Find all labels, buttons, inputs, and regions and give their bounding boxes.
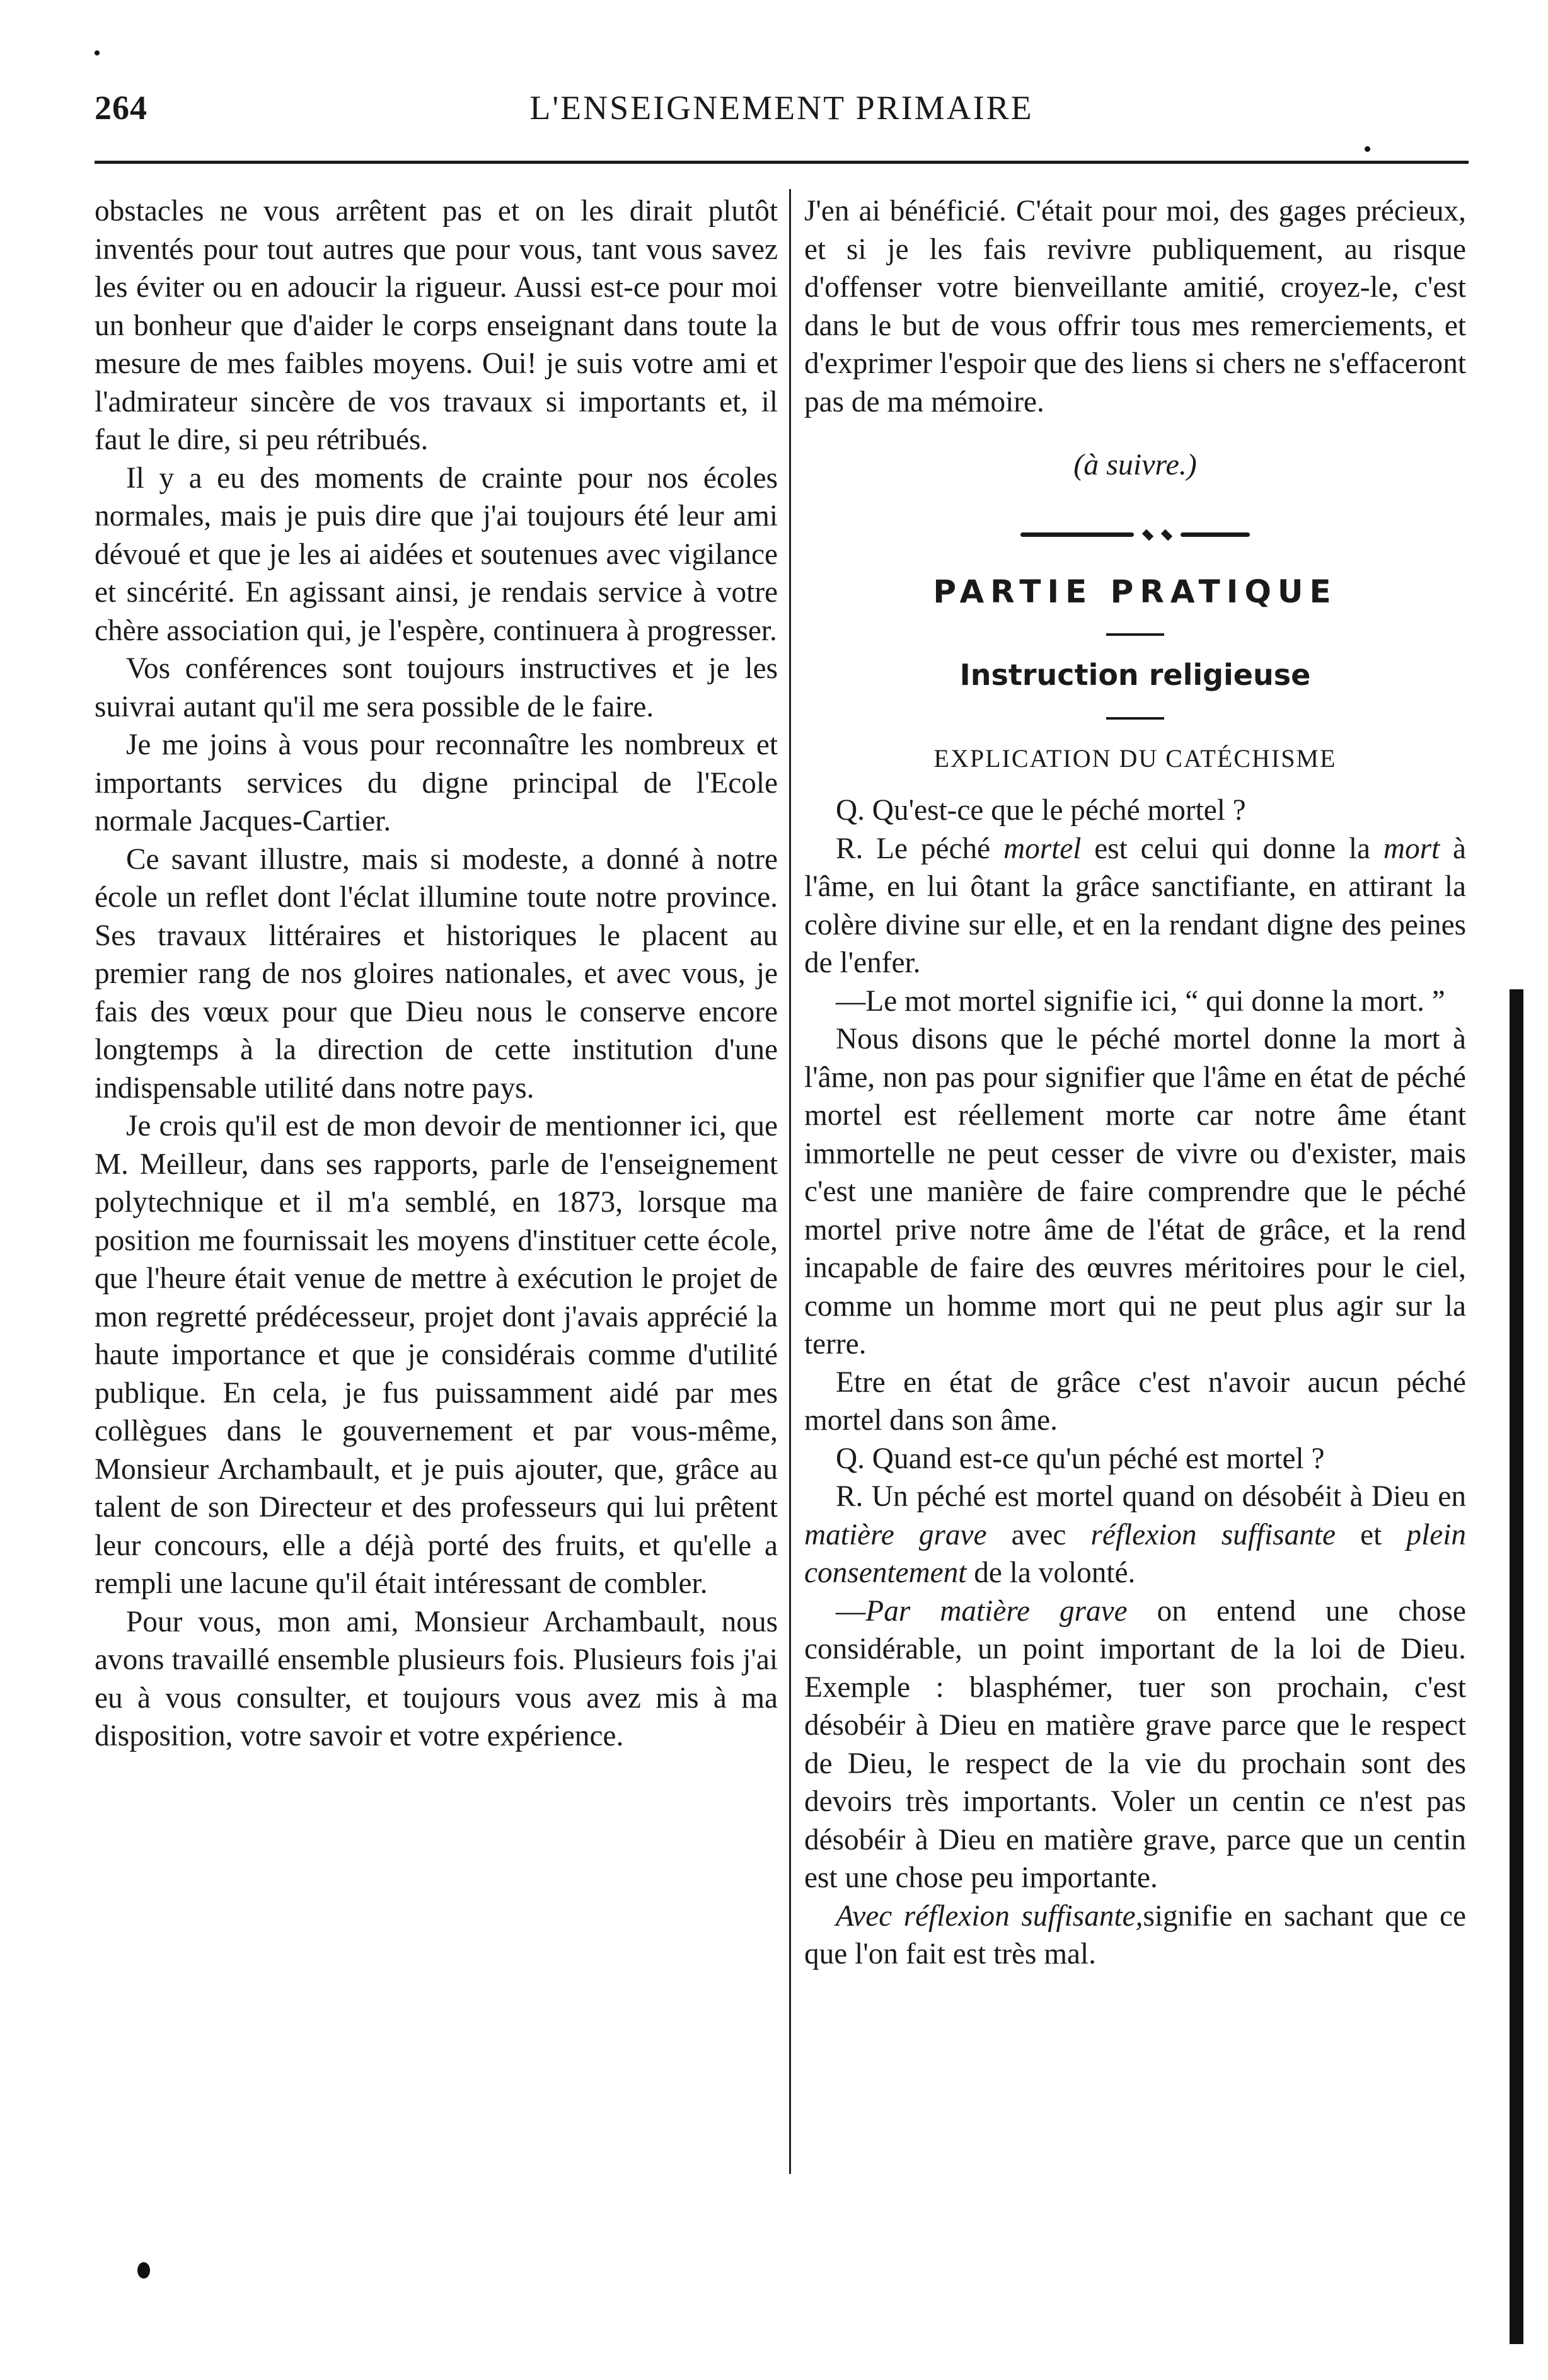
note-mot-mortel: —Le mot mortel signifie ici, “ qui donne la mort. ” <box>836 984 1445 1018</box>
section-title: PARTIE PRATIQUE <box>933 573 1337 610</box>
ink-spot <box>137 2262 150 2279</box>
ornament-dot <box>1161 529 1172 540</box>
left-paragraph-6: Je crois qu'il est de mon devoir de mentionner ici, que M. Meilleur, dans ses rapports, parle de l'enseignement polytechnique et il m'a semblé, en 1873, lorsque ma position me fournissait les moyens d'instituer cette école, que l'heure était venue de mettre à exécution le projet de mon regretté prédécesseur, projet dont j'avais apprécié la haute importance et que je considérais comme d'utilité publique. En cela, je fus puissamment aidé par mes collègues dans le gouvernement et par vous-même, Monsieur Archambault, et je puis ajouter, que, grâce au talent de son Directeur et des professeurs qui lui prêtent leur concours, elle a déjà porté des fruits, et qu'elle a rempli une lacune qu'il était intéressant de combler. <box>95 1110 778 1600</box>
right-column <box>804 192 1466 1974</box>
page-header <box>95 88 1469 132</box>
paragraph-etre-en-etat: Etre en état de grâce c'est n'avoir aucun péché mortel dans son âme. <box>804 1365 1466 1437</box>
answer-2: R. Un péché est mortel quand on désobéit à Dieu en matière grave avec réflexion suffisante et plein consentement de la volonté. <box>804 1480 1466 1589</box>
column-divider <box>789 189 791 2174</box>
left-paragraph-2: Il y a eu des moments de crainte pour nos écoles normales, mais je puis dire que j'ai toujours été leur ami dévoué et que je les ai aidées et soutenues avec vigilance et sincérité. En agissant ainsi, je rendais service à votre chère association qui, je l'espère, continuera à progresser. <box>95 461 778 647</box>
short-rule <box>1106 717 1164 720</box>
ink-spot <box>95 50 100 55</box>
left-paragraph-3: Vos conférences sont toujours instructives et je les suivrai autant qu'il me sera possible de le faire. <box>95 652 778 723</box>
answer-1: R. Le péché mortel est celui qui donne la mort à l'âme, en lui ôtant la grâce sanctifiante, en attirant la colère divine sur elle, et en la rendant digne des peines de l'enfer. <box>804 832 1466 979</box>
header-rule <box>95 161 1469 164</box>
catechism-heading: EXPLICATION DU CATÉCHISME <box>933 744 1337 773</box>
paragraph-reflexion: Avec réflexion suffisante,signifie en sachant que ce que l'on fait est très mal. <box>804 1899 1466 1970</box>
scan-margin-bar <box>1510 989 1523 2344</box>
left-paragraph-1: obstacles ne vous arrêtent pas et on les dirait plutôt inventés pour tout autres que pour vous, tant vous savez les éviter ou en adoucir la rigueur. Aussi est-ce pour moi un bonheur que d'aider le corps enseignant dans toute la mesure de mes faibles moyens. Oui! je suis votre ami et l'admirateur sincère de vos travaux si importants et, il faut le dire, si peu rétribués. <box>95 195 778 456</box>
ornament-line-left <box>1020 532 1134 537</box>
right-opening-paragraph: J'en ai bénéficié. C'était pour moi, des gages précieux, et si je les fais revivre publiquement, au risque d'offenser votre bienveillante amitié, croyez-le, c'est dans le but de vous offrir tous mes remerciements, et d'exprimer l'espoir que des liens si chers ne s'effaceront pas de ma mémoire. <box>804 195 1466 418</box>
ornament-dot <box>1142 529 1153 540</box>
paragraph-nous-disons: Nous disons que le péché mortel donne la mort à l'âme, non pas pour signifier que l'âme en état de péché mortel est réellement morte car notre âme étant immortelle ne peut cesser de vivre ou d'exister, mais c'est une manière de faire comprendre que le péché mortel prive notre âme de l'état de grâce, et la rend incapable de faire des œuvres méritoires pour le ciel, comme un homme mort qui ne peut plus agir sur la terre. <box>804 1023 1466 1360</box>
left-column <box>95 192 778 1756</box>
left-paragraph-7: Pour vous, mon ami, Monsieur Archambault, nous avons travaillé ensemble plusieurs fois. Plusieurs fois j'ai eu à vous consulter, et toujours vous avez mis à ma disposition, votre savoir et votre expérience. <box>95 1605 778 1752</box>
continuation-note: (à suivre.) <box>1073 448 1197 481</box>
question-2: Q. Quand est-ce qu'un péché est mortel ? <box>836 1442 1325 1475</box>
ink-spot <box>1365 146 1370 152</box>
short-rule <box>1106 633 1164 636</box>
ornament-line-right <box>1181 532 1250 537</box>
left-paragraph-5: Ce savant illustre, mais si modeste, a donné à notre école un reflet dont l'éclat illumine toute notre province. Ses travaux littéraires et historiques le placent au premier rang de nos gloires nationales, et avec vous, je fais des vœux pour que Dieu nous le conserve encore longtemps à la direction de cette institution d'une indispensable utilité dans notre pays. <box>95 842 778 1105</box>
left-paragraph-4: Je me joins à vous pour reconnaître les nombreux et importants services du digne principal de l'Ecole normale Jacques-Cartier. <box>95 728 778 837</box>
subsection-title: Instruction religieuse <box>959 658 1311 692</box>
question-1: Q. Qu'est-ce que le péché mortel ? <box>836 794 1246 827</box>
paragraph-matiere-grave: —Par matière grave on entend une chose considérable, un point important de la loi de Dieu. Exemple : blasphémer, tuer son prochain, c'est désobéir à Dieu en matière grave parce que le respect de Dieu, le respect de la vie du prochain sont des devoirs très importants. Voler un centin ce n'est pas désobéir à Dieu en matière grave, parce que un centin est une chose peu importante. <box>804 1594 1466 1894</box>
running-title: L'ENSEIGNEMENT PRIMAIRE <box>529 89 1034 127</box>
page-number: 264 <box>95 89 147 127</box>
section-ornament <box>804 529 1466 541</box>
